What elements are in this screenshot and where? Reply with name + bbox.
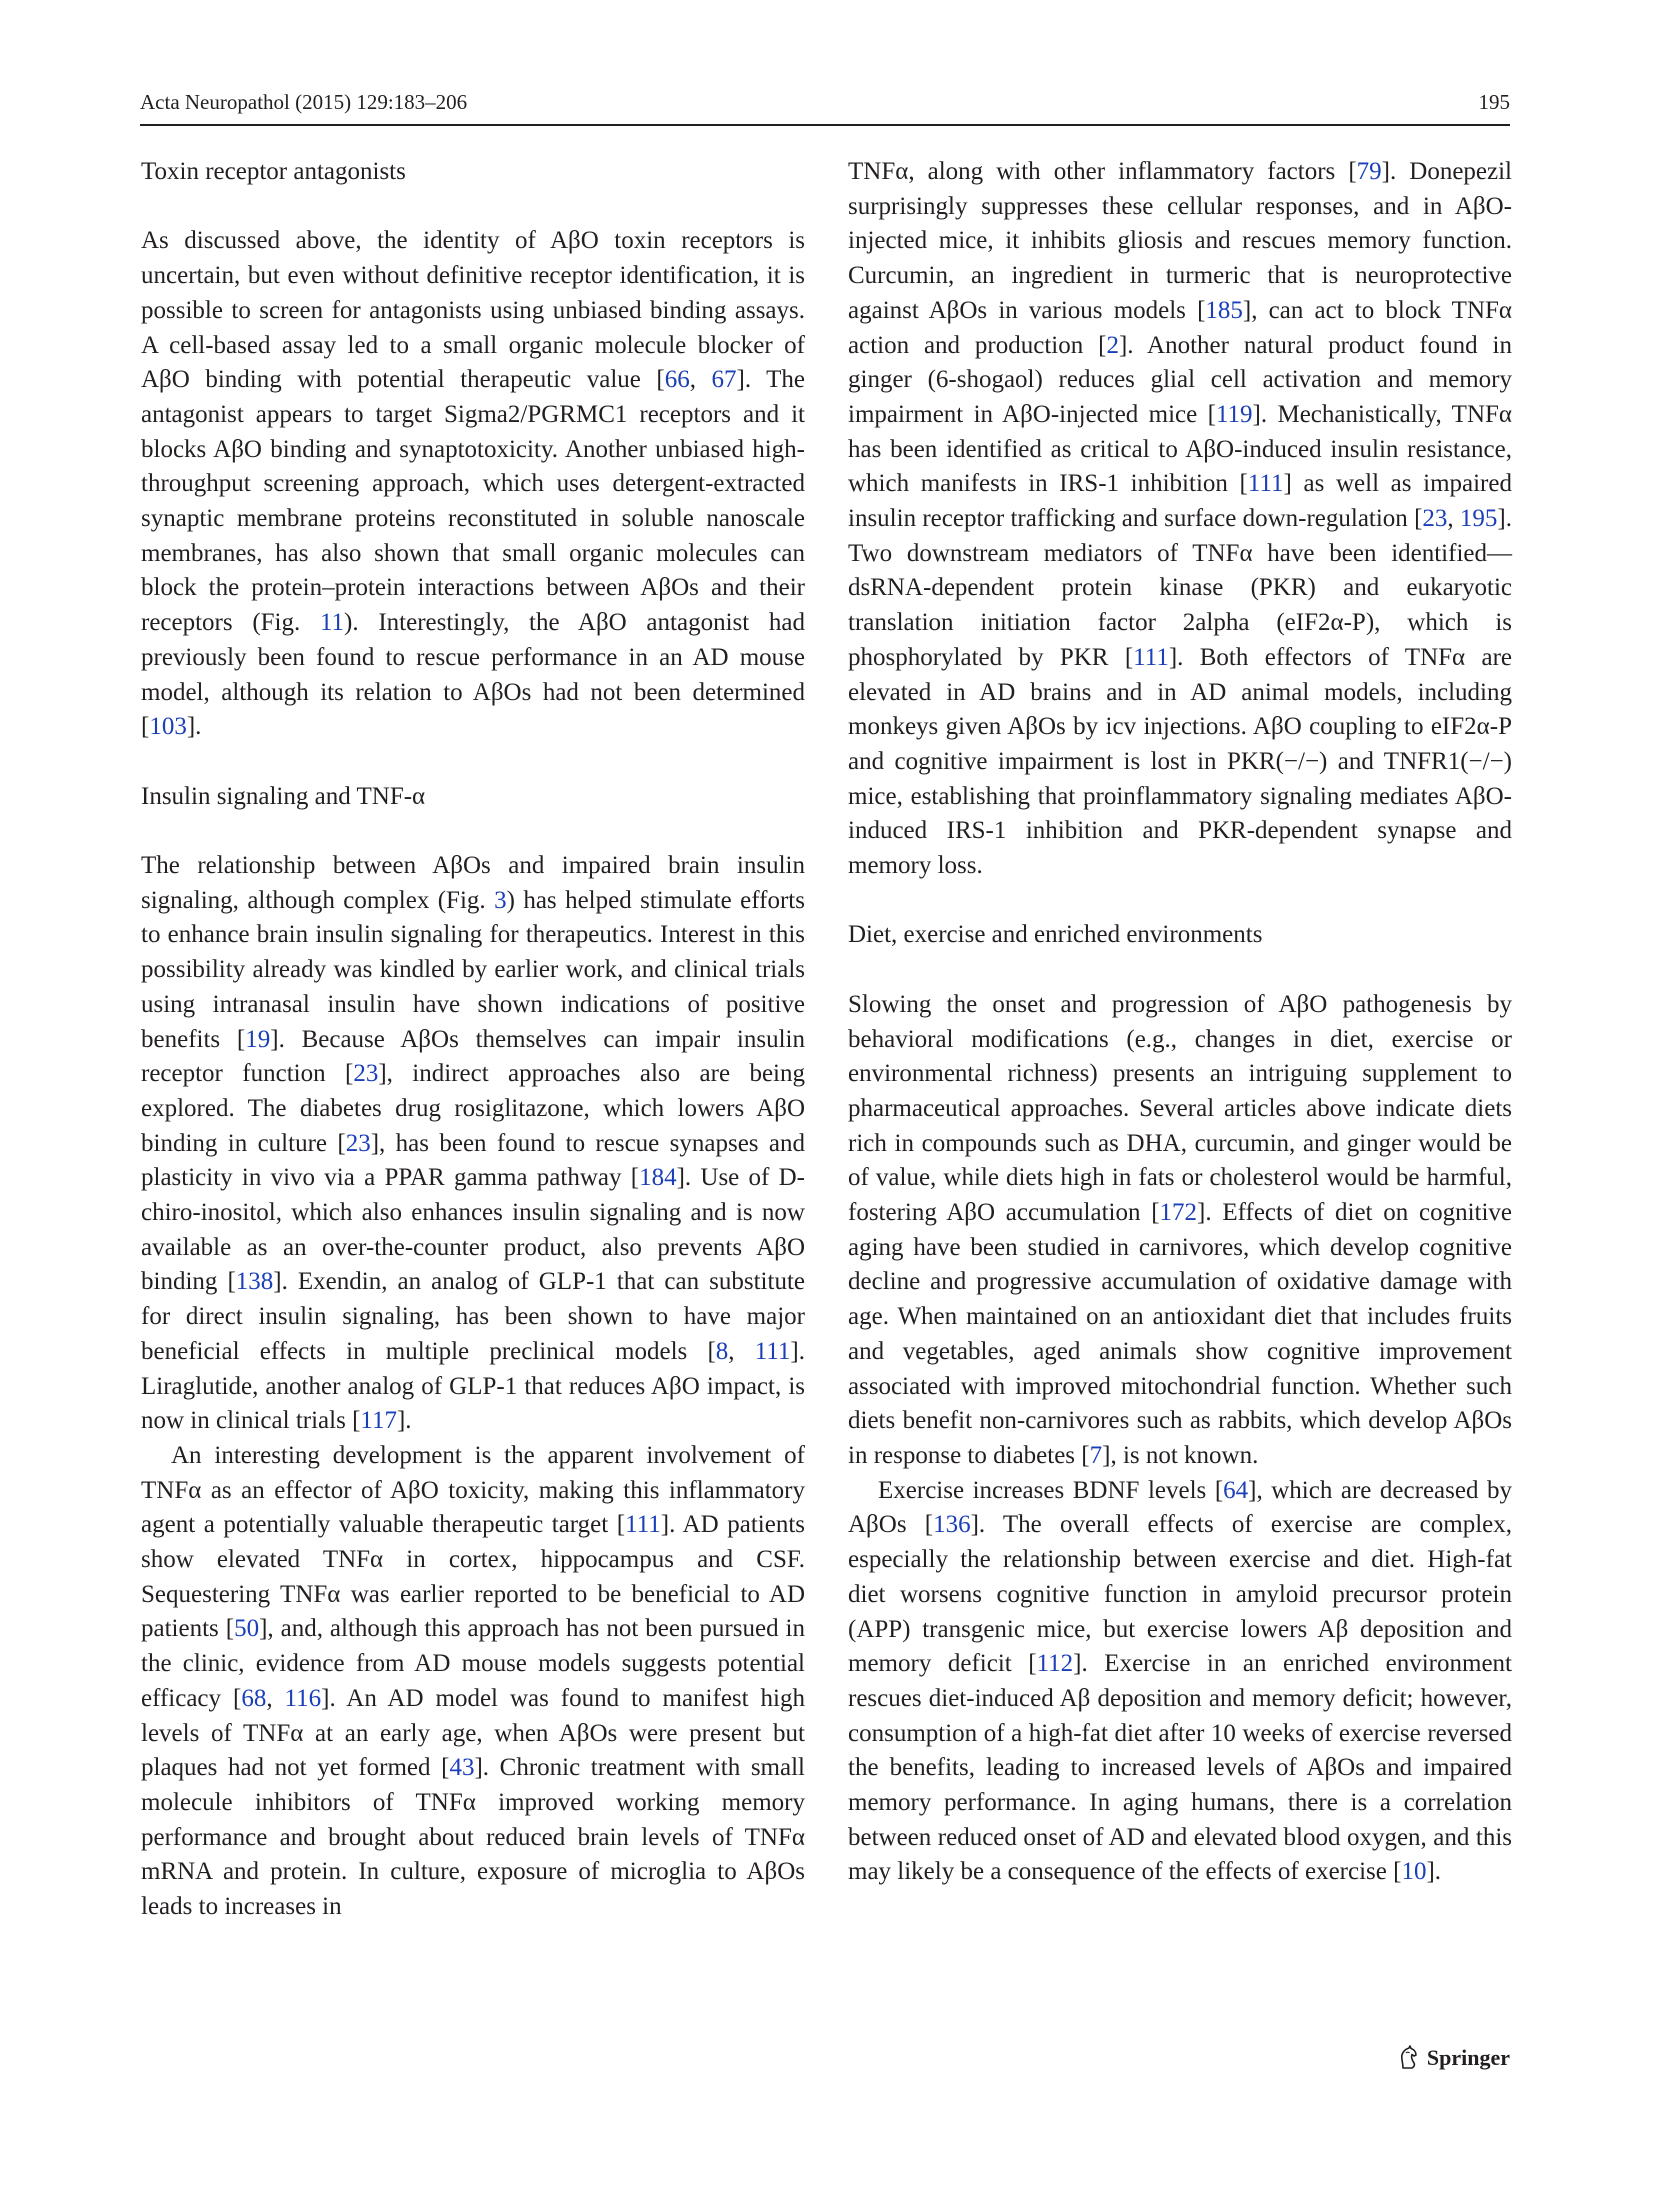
paragraph-insulin-signaling: The relationship between AβOs and impaired brain insulin signaling, although complex (Fig. 3) has helped stimulate efforts to enhance brain insulin signaling for therapeutics. Interest in this possibility already was kindled by earlier work, and clinical trials using intranasal insulin have shown indications of positive benefits [19]. Because AβOs themselves can impair insulin receptor function [23], indirect approaches also are being explored. The diabetes drug rosiglitazone, which lowers AβO binding in culture [23], has been found to rescue synapses and plasticity in vivo via a PPAR gamma pathway [184]. Use of D-chiro-inositol, which also enhances insulin signaling and is now available as an over-the-counter product, also prevents AβO binding [138]. Exendin, an analog of GLP-1 that can substitute for direct insulin signaling, has been shown to have major beneficial effects in multiple preclinical models [8, 111]. Liraglutide, another analog of GLP-1 that reduces AβO impact, is now in clinical trials [117]. xyxy=(141,852,806,1435)
citation-link[interactable]: 103 xyxy=(149,713,187,741)
citation-link[interactable]: 43 xyxy=(449,1754,475,1782)
paragraph-tnf-alpha: An interesting development is the apparent involvement of TNFα as an effector of AβO toxicity, making this inflammatory agent a potentially valuable therapeutic target [111]. AD patients show elevated TNFα in cortex, hippocampus and CSF. Sequestering TNFα was earlier reported to be beneficial to AD patients [50], and, although this approach has not been pursued in the clinic, evidence from AD mouse models suggests potential efficacy [68, 116]. An AD model was found to manifest high levels of TNFα at an early age, when AβOs were present but plaques had not yet formed [43]. Chronic treatment with small molecule inhibitors of TNFα improved working memory performance and brought about reduced brain levels of TNFα mRNA and protein. In culture, exposure of microglia to AβOs leads to increases in xyxy=(141,1441,805,1921)
citation-link[interactable]: 8 xyxy=(715,1337,729,1365)
publisher-footer xyxy=(1395,2040,1510,2076)
section-heading-diet-exercise: Diet, exercise and enriched environments xyxy=(848,921,1263,949)
section-heading-insulin-signaling: Insulin signaling and TNF-α xyxy=(141,782,426,810)
citation-link[interactable]: 195 xyxy=(1459,505,1498,533)
right-column xyxy=(848,155,1512,1890)
citation-link[interactable]: 172 xyxy=(1159,1199,1198,1227)
citation-link[interactable]: 111 xyxy=(754,1337,791,1365)
journal-citation: Acta Neuropathol (2015) 129:183–206 xyxy=(140,90,468,114)
paragraph-tnf-alpha-continued: TNFα, along with other inflammatory factors [79]. Donepezil surprisingly suppresses these cellular responses, and in AβO-injected mice, it inhibits gliosis and rescues memory function. Curcumin, an ingredient in turmeric that is neuroprotective against AβOs in various models [185], can act to block TNFα action and production [2]. Another natural product found in ginger (6-shogaol) reduces glial cell activation and memory impairment in AβO-injected mice [119]. Mechanistically, TNFα has been identified as critical to AβO-induced insulin resistance, which manifests in IRS-1 inhibition [111] as well as impaired insulin receptor trafficking and surface down-regulation [23, 195]. Two downstream mediators of TNFα have been identified—dsRNA-dependent protein kinase (PKR) and eukaryotic translation initiation factor 2alpha (eIF2α-P), which is phosphorylated by PKR [111]. Both effectors of TNFα are elevated in AD brains and in AD animal models, including monkeys given AβOs by icv injections. AβO coupling to eIF2α-P and cognitive impairment is lost in PKR(−/−) and TNFR1(−/−) mice, establishing that proinflammatory signaling mediates AβO-induced IRS-1 inhibition and PKR-dependent synapse and memory loss. xyxy=(848,158,1512,880)
running-header xyxy=(140,88,1510,126)
citation-link[interactable]: 116 xyxy=(284,1684,322,1712)
citation-link[interactable]: 185 xyxy=(1205,296,1243,324)
citation-link[interactable]: 23 xyxy=(353,1060,379,1088)
section-heading-toxin-receptor-antagonists: Toxin receptor antagonists xyxy=(141,158,406,185)
left-column xyxy=(141,155,805,1925)
springer-horse-icon xyxy=(1395,2045,1421,2071)
page-number: 195 xyxy=(1478,90,1510,114)
citation-link[interactable]: 3 xyxy=(494,886,507,914)
citation-link[interactable]: 79 xyxy=(1356,158,1382,185)
paragraph-toxin-receptor-antagonists: As discussed above, the identity of AβO toxin receptors is uncertain, but even without definitive receptor identification, it is possible to screen for antagonists using unbiased binding assays. A cell-based assay led to a small organic molecule blocker of AβO binding with potential therapeutic value [66, 67]. The antagonist appears to target Sigma2/PGRMC1 receptors and it blocks AβO binding and synaptotoxicity. Another unbiased high-throughput screening approach, which uses detergent-extracted synaptic membrane proteins reconstituted in soluble nanoscale membranes, has also shown that small organic molecules can block the protein–protein interactions between AβOs and their receptors (Fig. 11). Interestingly, the AβO antagonist had previously been found to rescue performance in an AD mouse model, although its relation to AβOs had not been determined [103]. xyxy=(141,227,806,741)
citation-link[interactable]: 138 xyxy=(235,1268,274,1296)
citation-link[interactable]: 66 xyxy=(664,366,690,394)
citation-link[interactable]: 10 xyxy=(1401,1858,1427,1886)
citation-link[interactable]: 111 xyxy=(1133,643,1169,671)
publisher-name: Springer xyxy=(1426,2045,1510,2070)
citation-link[interactable]: 68 xyxy=(241,1684,267,1712)
citation-link[interactable]: 111 xyxy=(625,1511,661,1539)
citation-link[interactable]: 184 xyxy=(639,1164,677,1192)
citation-link[interactable]: 112 xyxy=(1036,1650,1074,1678)
citation-link[interactable]: 7 xyxy=(1089,1441,1103,1469)
citation-link[interactable]: 50 xyxy=(234,1615,260,1643)
citation-link[interactable]: 11 xyxy=(319,609,345,637)
citation-link[interactable]: 119 xyxy=(1215,400,1253,428)
citation-link[interactable]: 111 xyxy=(1247,470,1284,498)
citation-link[interactable]: 64 xyxy=(1223,1476,1249,1504)
paragraph-diet: Slowing the onset and progression of AβO pathogenesis by behavioral modifications (e.g., changes in diet, exercise or environmental richness) presents an intriguing supplement to pharmaceutical approaches. Several articles above indicate diets rich in compounds such as DHA, curcumin, and ginger would be of value, while diets high in fats or cholesterol would be harmful, fostering AβO accumulation [172]. Effects of diet on cognitive aging have been studied in carnivores, which develop cognitive decline and progressive accumulation of oxidative damage with age. When maintained on an antioxidant diet that includes fruits and vegetables, aged animals show cognitive improvement associated with improved mitochondrial function. Whether such diets benefit non-carnivores such as rabbits, which develop AβOs in response to diabetes [7], is not known. xyxy=(848,990,1513,1469)
paragraph-exercise: Exercise increases BDNF levels [64], which are decreased by AβOs [136]. The overall effects of exercise are complex, especially the relationship between exercise and diet. High-fat diet worsens cognitive function in amyloid precursor protein (APP) transgenic mice, but exercise lowers Aβ deposition and memory deficit [112]. Exercise in an enriched environment rescues diet-induced Aβ deposition and memory deficit; however, consumption of a high-fat diet after 10 weeks of exercise reversed the benefits, leading to increased levels of AβOs and impaired memory performance. In aging humans, there is a correlation between reduced onset of AD and elevated blood oxygen, and this may likely be a consequence of the effects of exercise [10]. xyxy=(848,1476,1512,1886)
citation-link[interactable]: 136 xyxy=(933,1511,971,1539)
citation-link[interactable]: 67 xyxy=(711,366,737,394)
citation-link[interactable]: 117 xyxy=(360,1407,397,1435)
citation-link[interactable]: 2 xyxy=(1106,331,1119,359)
citation-link[interactable]: 23 xyxy=(345,1129,371,1157)
citation-link[interactable]: 19 xyxy=(245,1025,271,1053)
citation-link[interactable]: 23 xyxy=(1422,505,1448,533)
